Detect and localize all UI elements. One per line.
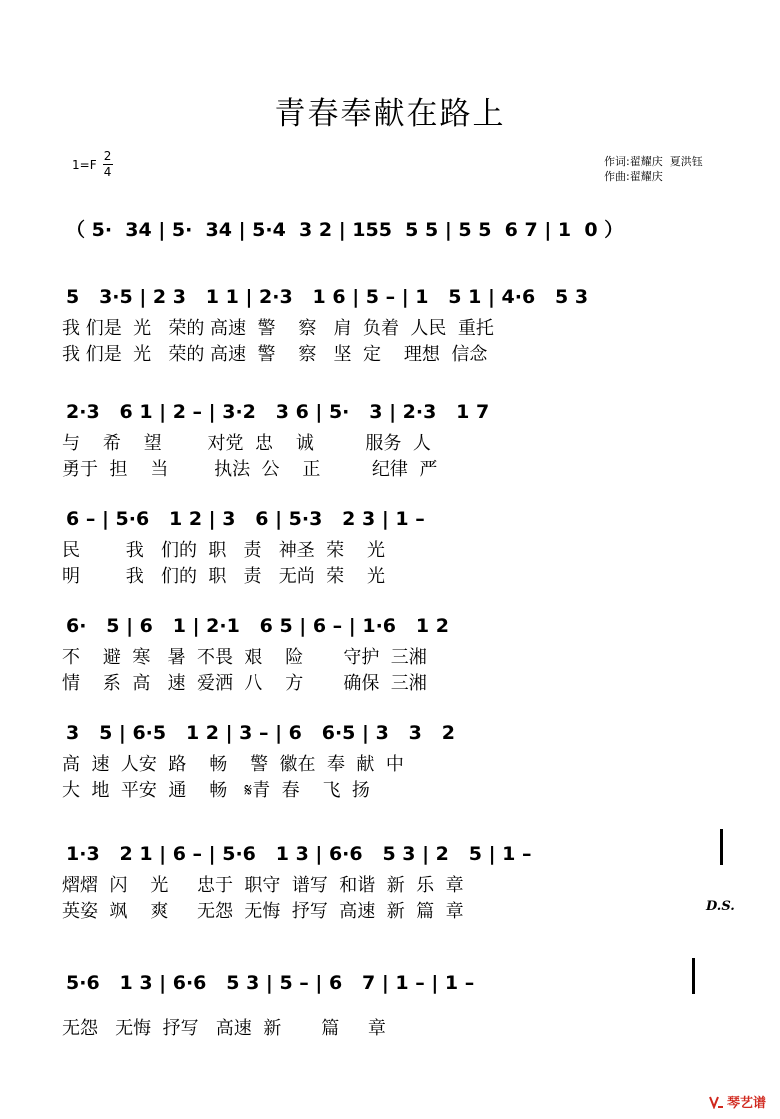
time-signature <box>103 150 113 179</box>
credits <box>604 154 703 184</box>
row-notes: 5 3·5 | 2 3 1 1 | 2·3 1 6 | 5 – | 1 5 1 | 4·6 5 3 <box>66 286 589 308</box>
row-lyrics-1: 不 避 寒 暑 不畏 艰 险 守护 三湘 <box>62 647 427 668</box>
row-notes: 3 5 | 6·5 1 2 | 3 – | 6 6·5 | 3 3 2 <box>66 722 455 744</box>
row-notes: 2·3 6 1 | 2 – | 3·2 3 6 | 5· 3 | 2·3 1 7 <box>66 401 490 423</box>
row-lyrics-1: 熠熠 闪 光 忠于 职守 谱写 和谐 新 乐 章 <box>62 875 464 896</box>
row-lyrics-2: 勇于 担 当 执法 公 正 纪律 严 <box>62 459 438 480</box>
final-barline <box>692 958 695 994</box>
row-notes: 5·6 1 3 | 6·6 5 3 | 5 – | 6 7 | 1 – | 1 – <box>66 972 475 994</box>
intro-notes: （ 5· 34 | 5· 34 | 5·4 3 2 | 155 5 5 | 5 5 6 7 | 1 0 ） <box>66 219 624 241</box>
key-text: 1=F <box>72 157 97 172</box>
lyricist-credit: 作词:翟耀庆 夏洪钰 <box>604 155 703 168</box>
row-notes: 6 – | 5·6 1 2 | 3 6 | 5·3 2 3 | 1 – <box>66 508 425 530</box>
time-numerator: 2 <box>103 149 112 163</box>
row-lyrics-2: 情 系 高 速 爱洒 八 方 确保 三湘 <box>62 673 427 694</box>
row-lyrics-1: 高 速 人安 路 畅 警 徽在 奉 献 中 <box>62 754 404 775</box>
score-row-2 <box>0 401 780 521</box>
score-row-7 <box>0 972 780 1092</box>
composer-credit: 作曲:翟耀庆 <box>604 170 663 183</box>
key-signature <box>72 150 113 179</box>
ds-mark: D.S. <box>706 899 735 914</box>
row-lyrics-1: 无怨 无悔 抒写 高速 新 篇 章 <box>62 1018 386 1039</box>
score-row-3 <box>0 508 780 628</box>
score-row-4 <box>0 615 780 735</box>
row-lyrics-2: 我 们是 光 荣的 高速 警 察 坚 定 理想 信念 <box>62 344 488 365</box>
row-lyrics-2: 大 地 平安 通 畅 𝄋青 春 飞 扬 <box>62 780 370 801</box>
score-row-6 <box>0 843 780 963</box>
row-lyrics-2: 明 我 们的 职 责 无尚 荣 光 <box>62 566 386 587</box>
logo-icon <box>708 1095 724 1109</box>
row-lyrics-2: 英姿 飒 爽 无怨 无悔 抒写 高速 新 篇 章 <box>62 901 464 922</box>
repeat-end-barline <box>720 829 723 865</box>
row-notes: 6· 5 | 6 1 | 2·1 6 5 | 6 – | 1·6 1 2 <box>66 615 449 637</box>
row-notes: 1·3 2 1 | 6 – | 5·6 1 3 | 6·6 5 3 | 2 5 | 1 – <box>66 843 532 865</box>
row-lyrics-1: 民 我 们的 职 责 神圣 荣 光 <box>62 540 386 561</box>
row-lyrics-1: 与 希 望 对党 忠 诚 服务 人 <box>62 433 431 454</box>
watermark-text: 琴艺谱 <box>726 1096 766 1111</box>
song-title: 青春奉献在路上 <box>274 96 506 132</box>
time-denominator: 4 <box>103 165 112 179</box>
watermark-logo <box>708 1092 766 1111</box>
score-row-1 <box>0 286 780 406</box>
row-lyrics-1: 我 们是 光 荣的 高速 警 察 肩 负着 人民 重托 <box>62 318 494 339</box>
score-row-5 <box>0 722 780 842</box>
